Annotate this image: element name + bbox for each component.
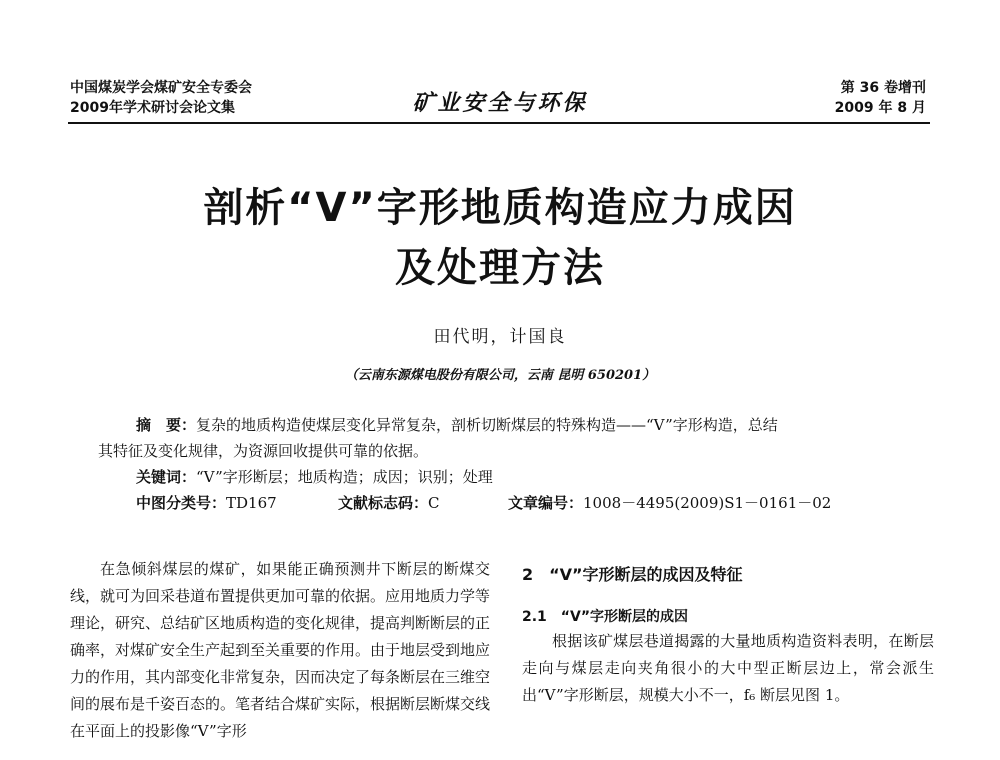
intro-paragraph: 在急倾斜煤层的煤矿，如果能正确预测井下断层的断煤交线，就可为回采巷道布置提供更加可靠的依据。应用地质力学等理论，研究、总结矿区地质构造的变化规律，提高判断断层的正确率，对煤矿安全生产起到至关重要的作用。由于地层受到地应力的作用，其内部变化非常复杂，因而决定了每条断层在三维空间的展布是千姿百态的。笔者结合煤矿实际，根据断层断煤交线在平面上的投影像“V”字形 <box>70 560 491 740</box>
abstract <box>136 412 778 438</box>
abstract-text-1: 复杂的地质构造使煤层变化异常复杂，剖析切断煤层的特殊构造——“V”字形构造，总结 <box>196 416 778 434</box>
authors: 田代明，计国良 <box>433 327 567 347</box>
document-code: 文献标志码：C <box>338 494 440 512</box>
paper-title <box>0 178 1000 298</box>
society-name: 中国煤炭学会煤矿安全专委会 <box>70 80 252 96</box>
abstract-label: 摘 要： <box>136 416 197 434</box>
header-rule <box>68 122 930 124</box>
title-line-1: 剖析“V”字形地质构造应力成因 <box>203 185 797 231</box>
clc-number: 中图分类号：TD167 <box>136 494 277 512</box>
abstract-continuation: 其特征及变化规律，为资源回收提供可靠的依据。 <box>98 442 429 460</box>
journal-info-right <box>835 78 926 118</box>
volume-info: 第 36 卷增刊 <box>840 80 926 96</box>
article-number: 文章编号：1008－4495(2009)S1－0161－02 <box>508 494 832 512</box>
keywords-label: 关键词： <box>136 468 197 486</box>
section-2-1-paragraph: 根据该矿煤层巷道揭露的大量地质构造资料表明，在断层走向与煤层走向夹角很小的大中型正断层边上，常会派生出“V”字形断层，规模大小不一，f₆ 断层见图 1。 <box>522 632 934 704</box>
keywords <box>136 464 493 490</box>
section-2-heading: 2 “V”字形断层的成因及特征 <box>522 565 743 584</box>
section-2-1-heading: 2.1 “V”字形断层的成因 <box>522 609 689 625</box>
title-line-2: 及处理方法 <box>395 245 605 291</box>
proceedings-name: 2009年学术研讨会论文集 <box>70 100 235 116</box>
left-column <box>70 556 490 745</box>
keywords-text: “V”字形断层；地质构造；成因；识别；处理 <box>196 468 493 486</box>
issue-date: 2009 年 8 月 <box>834 100 926 116</box>
journal-title: 矿业安全与环保 <box>412 90 588 116</box>
right-column <box>522 628 934 709</box>
affiliation: （云南东源煤电股份有限公司，云南 昆明 650201） <box>344 368 656 383</box>
